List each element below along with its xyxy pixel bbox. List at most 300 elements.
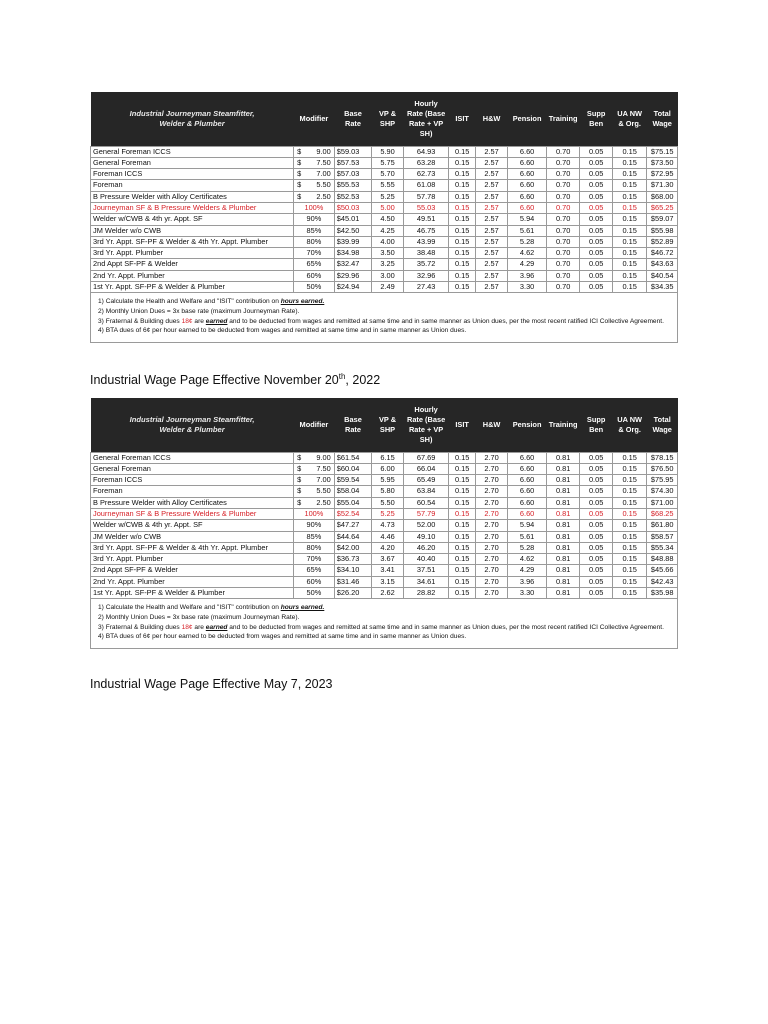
hourly-rate-cell: 66.04 (403, 463, 449, 474)
supp-ben-cell: 0.05 (580, 191, 612, 202)
base-rate-cell: $42.50 (334, 225, 372, 236)
isit-cell: 0.15 (449, 282, 475, 293)
hourly-rate-cell: 64.93 (403, 146, 449, 157)
header-line: H&W (482, 419, 501, 429)
modifier-currency: $ (297, 146, 302, 156)
pension-cell: 6.60 (508, 475, 547, 486)
modifier-value: 7.00 (316, 475, 331, 485)
header-row (91, 398, 678, 452)
pension-cell: 6.60 (508, 452, 547, 463)
hw-cell: 2.57 (475, 236, 507, 247)
hw-cell: 2.70 (475, 497, 507, 508)
header-supp-ben (580, 92, 612, 146)
hw-cell: 2.57 (475, 202, 507, 213)
pension-cell: 3.30 (508, 282, 547, 293)
training-cell: 0.81 (546, 588, 580, 599)
pension-cell: 5.94 (508, 214, 547, 225)
hourly-rate-cell: 32.96 (403, 270, 449, 281)
isit-cell: 0.15 (449, 463, 475, 474)
header-line: Industrial Journeyman Steamfitter, (129, 414, 255, 424)
total-wage-cell: $75.15 (647, 146, 678, 157)
note-text: 1) Calculate the Health and Welfare and "ISIT" contribution on (98, 298, 281, 306)
total-wage-cell: $72.95 (647, 169, 678, 180)
table-header (91, 398, 678, 452)
table-row (91, 520, 678, 531)
training-cell: 0.81 (546, 542, 580, 553)
table-row (91, 588, 678, 599)
base-rate-cell: $31.46 (334, 576, 372, 587)
total-wage-cell: $76.50 (647, 463, 678, 474)
hourly-rate-cell: 67.69 (403, 452, 449, 463)
modifier-value: 7.50 (316, 157, 331, 167)
wage-table-section-1 (90, 92, 678, 343)
total-wage-cell: $78.15 (647, 452, 678, 463)
supp-ben-cell: 0.05 (580, 146, 612, 157)
header-training (546, 398, 580, 452)
pension-cell: 5.61 (508, 225, 547, 236)
isit-cell: 0.15 (449, 259, 475, 270)
hourly-rate-cell: 37.51 (403, 565, 449, 576)
header-total-wage (647, 398, 678, 452)
hourly-rate-cell: 55.03 (403, 202, 449, 213)
base-rate-cell: $34.98 (334, 248, 372, 259)
base-rate-cell: $26.20 (334, 588, 372, 599)
header-line: Rate (344, 424, 362, 434)
base-rate-cell: $61.54 (334, 452, 372, 463)
training-cell: 0.81 (546, 531, 580, 542)
modifier-cell: 80% (294, 542, 335, 553)
total-wage-cell: $48.88 (647, 554, 678, 565)
hourly-rate-cell: 49.51 (403, 214, 449, 225)
training-cell: 0.70 (546, 248, 580, 259)
classification-cell: 2nd Appt SF-PF & Welder (91, 565, 294, 576)
header-line: ISIT (455, 113, 469, 123)
ua-nw-cell: 0.15 (612, 452, 647, 463)
supp-ben-cell: 0.05 (580, 565, 612, 576)
vp-shp-cell: 3.00 (372, 270, 403, 281)
ua-nw-cell: 0.15 (612, 202, 647, 213)
classification-cell: Welder w/CWB & 4th yr. Appt. SF (91, 214, 294, 225)
supp-ben-cell: 0.05 (580, 169, 612, 180)
header-line: Hourly (414, 404, 438, 414)
hourly-rate-cell: 63.28 (403, 157, 449, 168)
total-wage-cell: $73.50 (647, 157, 678, 168)
base-rate-cell: $59.03 (334, 146, 372, 157)
vp-shp-cell: 6.15 (372, 452, 403, 463)
header-hw (475, 92, 507, 146)
classification-cell: 1st Yr. Appt. SF-PF & Welder & Plumber (91, 282, 294, 293)
note-2: 2) Monthly Union Dues = 3x base rate (maximum Journeyman Rate). (98, 613, 300, 621)
modifier-value: 5.50 (316, 486, 331, 496)
note-text: are (192, 317, 206, 325)
isit-cell: 0.15 (449, 565, 475, 576)
hw-cell: 2.70 (475, 531, 507, 542)
hourly-rate-cell: 61.08 (403, 180, 449, 191)
base-rate-cell: $57.53 (334, 157, 372, 168)
vp-shp-cell: 4.50 (372, 214, 403, 225)
classification-cell: JM Welder w/o CWB (91, 225, 294, 236)
header-line: SHP (379, 118, 396, 128)
total-wage-cell: $52.89 (647, 236, 678, 247)
hw-cell: 2.70 (475, 576, 507, 587)
table-row (91, 157, 678, 168)
header-modifier (294, 92, 335, 146)
isit-cell: 0.15 (449, 576, 475, 587)
caption-2 (90, 677, 333, 691)
training-cell: 0.70 (546, 259, 580, 270)
table-row (91, 531, 678, 542)
modifier-currency: $ (297, 191, 302, 201)
supp-ben-cell: 0.05 (580, 282, 612, 293)
hw-cell: 2.70 (475, 588, 507, 599)
total-wage-cell: $34.35 (647, 282, 678, 293)
header-line: Base (344, 414, 362, 424)
table-header (91, 92, 678, 146)
ua-nw-cell: 0.15 (612, 554, 647, 565)
modifier-value: 9.00 (316, 146, 331, 156)
training-cell: 0.70 (546, 214, 580, 225)
table-row (91, 214, 678, 225)
classification-cell: General Foreman (91, 463, 294, 474)
header-line: UA NW (617, 414, 643, 424)
table-row (91, 565, 678, 576)
supp-ben-cell: 0.05 (580, 542, 612, 553)
vp-shp-cell: 4.00 (372, 236, 403, 247)
total-wage-cell: $42.43 (647, 576, 678, 587)
isit-cell: 0.15 (449, 554, 475, 565)
ua-nw-cell: 0.15 (612, 565, 647, 576)
hourly-rate-cell: 52.00 (403, 520, 449, 531)
hw-cell: 2.70 (475, 542, 507, 553)
base-rate-cell: $34.10 (334, 565, 372, 576)
total-wage-cell: $58.57 (647, 531, 678, 542)
note-4: 4) BTA dues of 6¢ per hour earned to be deducted from wages and remitted at same time and in same manner as Union dues. (98, 327, 467, 335)
table-row (91, 542, 678, 553)
header-line: Hourly (414, 98, 438, 108)
header-line: Ben (589, 118, 604, 128)
training-cell: 0.81 (546, 497, 580, 508)
header-line: Rate + VP (408, 424, 444, 434)
header-base-rate (334, 398, 372, 452)
ua-nw-cell: 0.15 (612, 508, 647, 519)
table-row (91, 270, 678, 281)
pension-cell: 3.30 (508, 588, 547, 599)
wage-table-section-2 (90, 398, 678, 649)
header-modifier (294, 398, 335, 452)
total-wage-cell: $68.25 (647, 508, 678, 519)
modifier-currency: $ (297, 452, 302, 462)
modifier-cell: 80% (294, 236, 335, 247)
modifier-cell: 60% (294, 270, 335, 281)
hw-cell: 2.70 (475, 520, 507, 531)
ua-nw-cell: 0.15 (612, 542, 647, 553)
ua-nw-cell: 0.15 (612, 214, 647, 225)
total-wage-cell: $74.30 (647, 486, 678, 497)
ua-nw-cell: 0.15 (612, 588, 647, 599)
pension-cell: 4.62 (508, 554, 547, 565)
classification-cell: 2nd Appt SF-PF & Welder (91, 259, 294, 270)
training-cell: 0.81 (546, 463, 580, 474)
note-2: 2) Monthly Union Dues = 3x base rate (maximum Journeyman Rate). (98, 307, 300, 315)
hw-cell: 2.70 (475, 452, 507, 463)
note-1 (98, 297, 670, 307)
base-rate-cell: $32.47 (334, 259, 372, 270)
base-rate-cell: $42.00 (334, 542, 372, 553)
classification-cell: General Foreman ICCS (91, 146, 294, 157)
vp-shp-cell: 4.73 (372, 520, 403, 531)
table-body (91, 452, 678, 599)
classification-cell: Foreman (91, 180, 294, 191)
base-rate-cell: $58.04 (334, 486, 372, 497)
total-wage-cell: $46.72 (647, 248, 678, 259)
vp-shp-cell: 3.50 (372, 248, 403, 259)
header-vp-shp (372, 92, 403, 146)
wage-table (90, 92, 678, 293)
header-line: Welder & Plumber (159, 118, 225, 128)
caption-text: Industrial Wage Page Effective May 7, 2023 (90, 677, 333, 691)
modifier-cell (294, 157, 335, 168)
header-line: SH) (419, 434, 433, 444)
header-line: Base (344, 108, 362, 118)
ua-nw-cell: 0.15 (612, 282, 647, 293)
modifier-cell (294, 486, 335, 497)
header-line: Modifier (299, 113, 329, 123)
header-ua-nw (612, 92, 647, 146)
header-training (546, 92, 580, 146)
classification-cell: 1st Yr. Appt. SF-PF & Welder & Plumber (91, 588, 294, 599)
header-pension (508, 398, 547, 452)
vp-shp-cell: 3.67 (372, 554, 403, 565)
vp-shp-cell: 4.20 (372, 542, 403, 553)
note-emphasis: earned (205, 623, 228, 631)
modifier-cell: 100% (294, 508, 335, 519)
hw-cell: 2.57 (475, 248, 507, 259)
pension-cell: 3.96 (508, 576, 547, 587)
modifier-cell (294, 452, 335, 463)
header-line: Training (548, 419, 578, 429)
ua-nw-cell: 0.15 (612, 259, 647, 270)
training-cell: 0.81 (546, 520, 580, 531)
vp-shp-cell: 3.25 (372, 259, 403, 270)
training-cell: 0.81 (546, 576, 580, 587)
note-dues-amount: 18¢ (181, 317, 193, 325)
header-isit (449, 398, 475, 452)
notes-block (90, 599, 678, 648)
header-line: Training (548, 113, 578, 123)
header-row (91, 92, 678, 146)
supp-ben-cell: 0.05 (580, 531, 612, 542)
total-wage-cell: $59.07 (647, 214, 678, 225)
caption-superscript: th (338, 372, 346, 381)
modifier-value: 7.50 (316, 463, 331, 473)
total-wage-cell: $45.66 (647, 565, 678, 576)
modifier-cell: 60% (294, 576, 335, 587)
classification-cell: Welder w/CWB & 4th yr. Appt. SF (91, 520, 294, 531)
modifier-cell: 90% (294, 214, 335, 225)
classification-cell: Foreman ICCS (91, 169, 294, 180)
vp-shp-cell: 4.46 (372, 531, 403, 542)
note-text: and to be deducted from wages and remitted at same time and in same manner as Union dues, per the most recent ratified ICI Collective Agreement. (227, 317, 664, 325)
hw-cell: 2.57 (475, 259, 507, 270)
pension-cell: 4.62 (508, 248, 547, 259)
table-row (91, 508, 678, 519)
pension-cell: 5.94 (508, 520, 547, 531)
ua-nw-cell: 0.15 (612, 576, 647, 587)
hw-cell: 2.57 (475, 270, 507, 281)
hourly-rate-cell: 38.48 (403, 248, 449, 259)
modifier-cell (294, 475, 335, 486)
hw-cell: 2.57 (475, 282, 507, 293)
isit-cell: 0.15 (449, 214, 475, 225)
header-hourly-rate (403, 92, 449, 146)
modifier-cell: 65% (294, 259, 335, 270)
note-1 (98, 603, 670, 613)
caption-1 (90, 372, 380, 387)
ua-nw-cell: 0.15 (612, 191, 647, 202)
hourly-rate-cell: 28.82 (403, 588, 449, 599)
header-line: Modifier (299, 419, 329, 429)
header-line: Rate (344, 118, 362, 128)
base-rate-cell: $50.03 (334, 202, 372, 213)
note-3 (98, 623, 670, 633)
hourly-rate-cell: 43.99 (403, 236, 449, 247)
note-text: 3) Fraternal & Building dues (98, 317, 182, 325)
header-line: SHP (379, 424, 396, 434)
modifier-cell: 85% (294, 531, 335, 542)
vp-shp-cell: 5.25 (372, 508, 403, 519)
vp-shp-cell: 5.90 (372, 146, 403, 157)
isit-cell: 0.15 (449, 452, 475, 463)
header-line: Total (653, 108, 671, 118)
note-emphasis: hours earned. (280, 604, 325, 612)
table-row (91, 452, 678, 463)
base-rate-cell: $29.96 (334, 270, 372, 281)
isit-cell: 0.15 (449, 202, 475, 213)
table-row (91, 576, 678, 587)
header-isit (449, 92, 475, 146)
header-line: Wage (652, 424, 672, 434)
table-row (91, 463, 678, 474)
ua-nw-cell: 0.15 (612, 270, 647, 281)
modifier-currency: $ (297, 475, 302, 485)
training-cell: 0.70 (546, 157, 580, 168)
supp-ben-cell: 0.05 (580, 236, 612, 247)
modifier-currency: $ (297, 157, 302, 167)
hw-cell: 2.70 (475, 508, 507, 519)
classification-cell: Foreman ICCS (91, 475, 294, 486)
vp-shp-cell: 5.80 (372, 486, 403, 497)
header-base-rate (334, 92, 372, 146)
vp-shp-cell: 5.50 (372, 497, 403, 508)
isit-cell: 0.15 (449, 542, 475, 553)
training-cell: 0.70 (546, 180, 580, 191)
header-title (91, 398, 294, 452)
header-line: Industrial Journeyman Steamfitter, (129, 108, 255, 118)
modifier-currency: $ (297, 497, 302, 507)
classification-cell: 2nd Yr. Appt. Plumber (91, 576, 294, 587)
supp-ben-cell: 0.05 (580, 157, 612, 168)
modifier-cell: 85% (294, 225, 335, 236)
table-body (91, 146, 678, 293)
ua-nw-cell: 0.15 (612, 475, 647, 486)
base-rate-cell: $55.04 (334, 497, 372, 508)
pension-cell: 4.29 (508, 565, 547, 576)
training-cell: 0.70 (546, 146, 580, 157)
header-line: VP & (378, 414, 397, 424)
header-line: & Org. (618, 424, 641, 434)
classification-cell: B Pressure Welder with Alloy Certificates (91, 497, 294, 508)
hourly-rate-cell: 57.78 (403, 191, 449, 202)
modifier-cell: 90% (294, 520, 335, 531)
modifier-value: 2.50 (316, 191, 331, 201)
supp-ben-cell: 0.05 (580, 508, 612, 519)
modifier-cell (294, 191, 335, 202)
hw-cell: 2.70 (475, 486, 507, 497)
header-line: Pension (512, 419, 542, 429)
modifier-value: 2.50 (316, 497, 331, 507)
vp-shp-cell: 5.00 (372, 202, 403, 213)
header-hw (475, 398, 507, 452)
hourly-rate-cell: 46.75 (403, 225, 449, 236)
modifier-cell: 70% (294, 554, 335, 565)
note-text: 3) Fraternal & Building dues (98, 623, 182, 631)
modifier-cell (294, 169, 335, 180)
total-wage-cell: $55.98 (647, 225, 678, 236)
supp-ben-cell: 0.05 (580, 214, 612, 225)
modifier-cell: 50% (294, 282, 335, 293)
isit-cell: 0.15 (449, 486, 475, 497)
pension-cell: 6.60 (508, 463, 547, 474)
training-cell: 0.81 (546, 475, 580, 486)
header-line: H&W (482, 113, 501, 123)
total-wage-cell: $35.98 (647, 588, 678, 599)
classification-cell: JM Welder w/o CWB (91, 531, 294, 542)
base-rate-cell: $57.03 (334, 169, 372, 180)
note-4: 4) BTA dues of 6¢ per hour earned to be deducted from wages and remitted at same time and in same manner as Union dues. (98, 633, 467, 641)
training-cell: 0.70 (546, 225, 580, 236)
table-row (91, 497, 678, 508)
supp-ben-cell: 0.05 (580, 225, 612, 236)
training-cell: 0.70 (546, 202, 580, 213)
vp-shp-cell: 3.15 (372, 576, 403, 587)
header-line: Ben (589, 424, 604, 434)
header-line: Supp (586, 414, 606, 424)
modifier-cell (294, 463, 335, 474)
ua-nw-cell: 0.15 (612, 520, 647, 531)
supp-ben-cell: 0.05 (580, 520, 612, 531)
total-wage-cell: $68.00 (647, 191, 678, 202)
modifier-cell (294, 146, 335, 157)
base-rate-cell: $36.73 (334, 554, 372, 565)
training-cell: 0.81 (546, 486, 580, 497)
supp-ben-cell: 0.05 (580, 270, 612, 281)
base-rate-cell: $59.54 (334, 475, 372, 486)
header-line: Wage (652, 118, 672, 128)
pension-cell: 5.28 (508, 542, 547, 553)
pension-cell: 3.96 (508, 270, 547, 281)
ua-nw-cell: 0.15 (612, 180, 647, 191)
classification-cell: Journeyman SF & B Pressure Welders & Plumber (91, 202, 294, 213)
classification-cell: 3rd Yr. Appt. Plumber (91, 248, 294, 259)
header-line: Total (653, 414, 671, 424)
hw-cell: 2.57 (475, 225, 507, 236)
header-ua-nw (612, 398, 647, 452)
note-dues-amount: 18¢ (181, 623, 193, 631)
table-row (91, 180, 678, 191)
base-rate-cell: $55.53 (334, 180, 372, 191)
pension-cell: 6.60 (508, 157, 547, 168)
header-line: & Org. (618, 118, 641, 128)
